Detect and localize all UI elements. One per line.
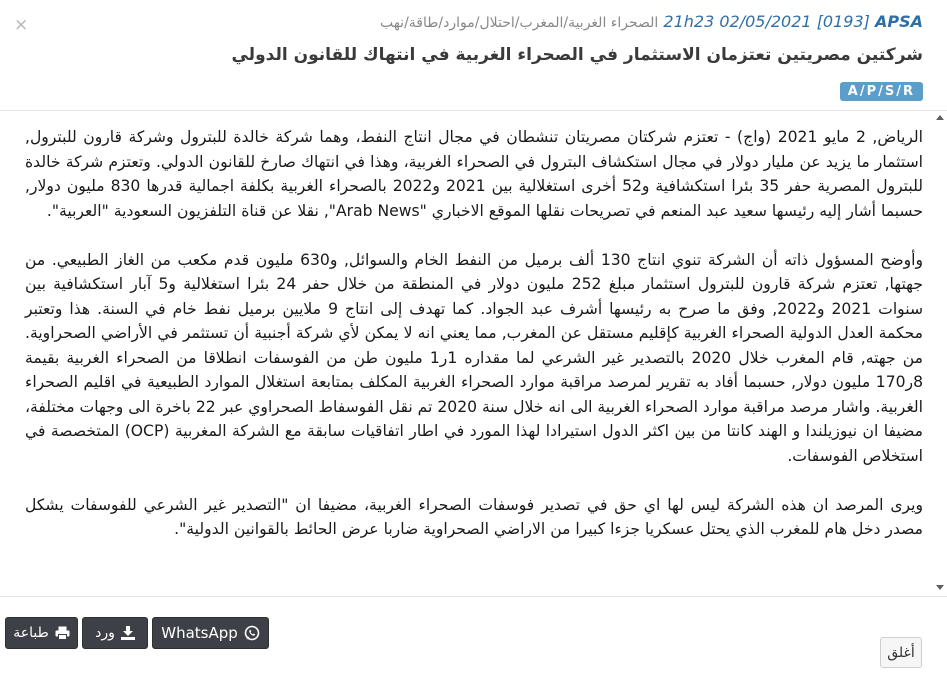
print-button[interactable]	[5, 617, 78, 649]
scroll-up-icon[interactable]	[936, 115, 944, 120]
whatsapp-share-button[interactable]	[152, 617, 269, 649]
article-date: 02/05/2021	[719, 12, 812, 31]
download-button[interactable]	[82, 617, 148, 649]
whatsapp-label: WhatsApp	[161, 624, 238, 642]
article-paragraph: الرياض, 2 مايو 2021 (واج) - تعتزم شركتان مصريتان تنشطان في مجال انتاج النفط، وهما شركة خالدة للبترول وشركة قارون للبترول, استثمار ما يزيد عن مليار دولار في مجال استكشاف البترول في الصحراء الغربية، وهذا في انتهاك صارخ للقانون الدولي. وتعتزم شركة خالدة للبترول المصرية حفر 35 بئرا استكشافية و52 أخرى استغلالية بين 2021 و2022 بالصحراء الغربية بكلفة اجمالية قدرها 830 مليون دولار, حسبما أشار إليه رئيسها سعيد عبد المنعم في تصريحات نقلها الموقع الاخباري "Arab News", نقلا عن قناة التلفزيون السعودية "العربية".	[25, 128, 923, 220]
article-meta	[43, 11, 923, 34]
agency-badge: A/P/S/R	[840, 82, 923, 101]
article-title: شركتين مصريتين تعتزمان الاستثمار في الصحراء الغربية في انتهاك للقانون الدولي	[231, 45, 923, 65]
close-icon[interactable]: ×	[14, 15, 29, 35]
download-label: ورد	[95, 625, 115, 641]
close-button[interactable]: أغلق	[880, 637, 922, 668]
article-time: 21h23	[663, 12, 715, 31]
article-header	[43, 11, 923, 66]
article-paragraph: ويرى المرصد ان هذه الشركة ليس لها اي حق في تصدير فوسفات الصحراء الغربية، مضيفا ان "التصدير غير الشرعي للفوسفات يشكل مصدر دخل هام للمغرب الذي يحتل عسكريا جزءا كبيرا من الاراضي الصحراوية ضاربا عرض الحائط بالقوانين الدولية".	[25, 495, 923, 538]
article-tags: الصحراء الغربية/المغرب/احتلال/موارد/طاقة/نهب	[379, 15, 659, 31]
article-body	[25, 125, 923, 566]
download-icon	[121, 626, 135, 640]
footer-divider	[0, 596, 947, 597]
article-code: [0193]	[816, 12, 870, 31]
article-scroll-area[interactable]	[0, 111, 947, 595]
agency-name: APSA	[874, 12, 923, 31]
article-paragraph: وأوضح المسؤول ذاته أن الشركة تنوي انتاج 130 ألف برميل من النفط الخام والسوائل, و630 مليون قدم مكعب من الغاز الطبيعي. من جهتها, تعتزم شركة قارون للبترول استثمار مبلغ 252 مليون دولار في المنطقة من خلال حفر 24 بئرا استغلالية و5 آبار استكشافية بين سنوات 2021 و2022, وفق ما صرح به رئيسها أشرف عبد الجواد. كما تهدف إلى انتاج 9 ملايين برميل نفط خام في السنة. هذا وتعتبر محكمة العدل الدولية الصحراء الغربية كإقليم مستقل عن المغرب, مما يعني انه لا يمكن لأي شركة أجنبية أن تستثمر في الأراضي الصحراوية. من جهته, قام المغرب خلال 2020 بالتصدير غير الشرعي لما مقداره 1ر1 مليون طن من الفوسفات انطلاقا من الصحراء الغربية بقيمة 8ر170 مليون دولار, حسبما أفاد به تقرير لمرصد مراقبة موارد الصحراء الغربية المكلف بمتابعة استغلال الموارد الطبيعية في اقليم الصحراء الغربية. واشار مرصد مراقبة موارد الصحراء الغربية الى انه خلال سنة 2020 تم نقل الفوسفاط الصحراوي عبر 22 باخرة الى وجهات مختلفة، مضيفا ان نيوزيلندا و الهند كانتا من بين اكثر الدول استيرادا لهذا المورد في اطار اتفاقيات سابقة مع الشركة المغربية (OCP) المتخصصة في استخلاص الفوسفات.	[25, 250, 924, 465]
printer-icon	[55, 626, 70, 640]
print-label: طباعة	[13, 625, 49, 641]
scroll-down-icon[interactable]	[936, 585, 944, 590]
whatsapp-icon	[244, 625, 260, 641]
vertical-scrollbar[interactable]	[935, 111, 947, 595]
